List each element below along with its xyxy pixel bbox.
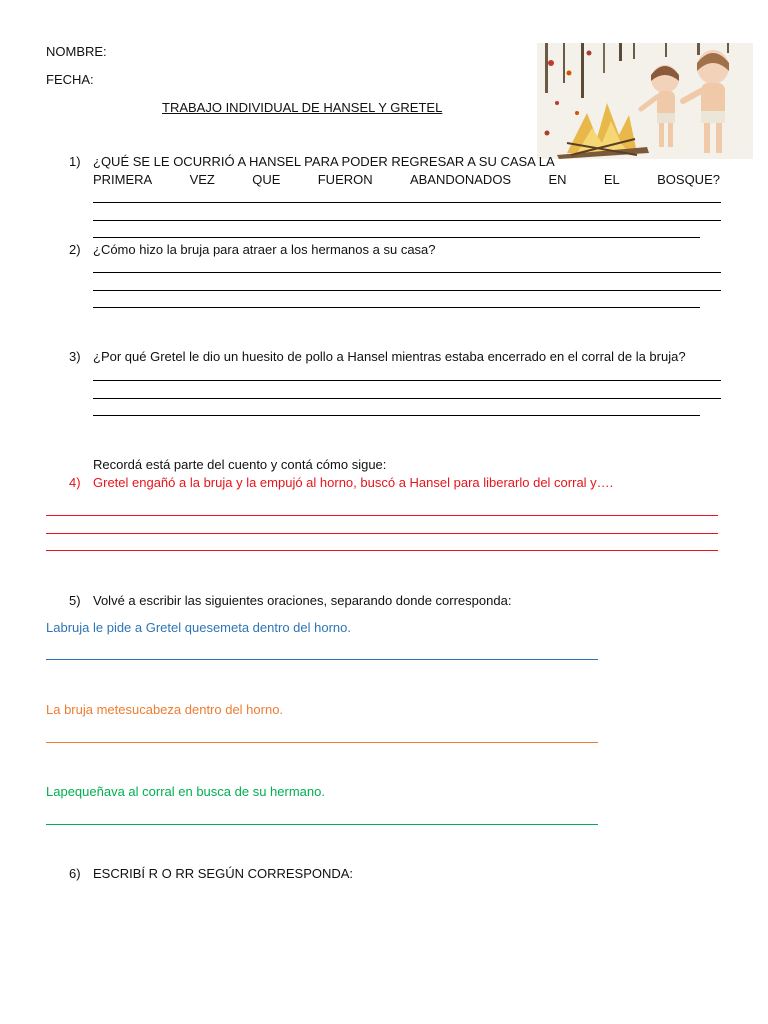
question-4-number: 4)	[69, 475, 81, 490]
answer-line[interactable]	[93, 272, 721, 273]
answer-line[interactable]	[46, 824, 598, 825]
answer-line[interactable]	[46, 533, 718, 534]
question-1-number: 1)	[69, 154, 81, 169]
answer-line[interactable]	[93, 237, 700, 238]
question-5-text: Volvé a escribir las siguientes oraciones, separando donde corresponda:	[93, 593, 512, 608]
answer-line[interactable]	[93, 307, 700, 308]
question-4-intro: Recordá está parte del cuento y contá cómo sigue:	[93, 457, 387, 472]
answer-line[interactable]	[46, 659, 598, 660]
answer-line[interactable]	[46, 742, 598, 743]
answer-line[interactable]	[93, 398, 721, 399]
hansel-gretel-fire-illustration	[537, 43, 753, 159]
question-1-text: ¿QUÉ SE LE OCURRIÓ A HANSEL PARA PODER REGRESAR A SU CASA LA	[93, 154, 555, 169]
question-2-number: 2)	[69, 242, 81, 257]
answer-line[interactable]	[93, 220, 721, 221]
sentence-1: Labruja le pide a Gretel quesemeta dentro del horno.	[46, 620, 351, 635]
question-5-number: 5)	[69, 593, 81, 608]
question-1-word: BOSQUE?	[657, 172, 720, 187]
question-1-word: QUE	[252, 172, 281, 187]
answer-line[interactable]	[93, 290, 721, 291]
answer-line[interactable]	[46, 515, 718, 516]
answer-line[interactable]	[93, 202, 721, 203]
question-6-text: ESCRIBÍ R O RR SEGÚN CORRESPONDA:	[93, 866, 354, 881]
question-1-word: VEZ	[189, 172, 215, 187]
name-label: NOMBRE:	[46, 44, 107, 59]
question-1-word: FUERON	[317, 172, 373, 187]
question-1-line-1	[93, 154, 720, 169]
question-4-text: Gretel engañó a la bruja y la empujó al horno, buscó a Hansel para liberarlo del corral y….	[93, 475, 614, 490]
question-1-word: EN	[548, 172, 567, 187]
question-3-text: ¿Por qué Gretel le dio un huesito de pollo a Hansel mientras estaba encerrado en el corral de la bruja?	[93, 349, 686, 364]
question-6-number: 6)	[69, 866, 81, 881]
answer-line[interactable]	[93, 415, 700, 416]
answer-line[interactable]	[46, 550, 718, 551]
question-1-word: ABANDONADOS	[409, 172, 512, 187]
answer-line[interactable]	[93, 380, 721, 381]
sentence-3: Lapequeñava al corral en busca de su hermano.	[46, 784, 325, 799]
worksheet-title: TRABAJO INDIVIDUAL DE HANSEL Y GRETEL	[162, 100, 443, 115]
question-2-text: ¿Cómo hizo la bruja para atraer a los hermanos a su casa?	[93, 242, 436, 257]
question-1-word: PRIMERA	[93, 172, 153, 187]
question-1-word: EL	[603, 172, 620, 187]
date-label: FECHA:	[46, 72, 94, 87]
question-1-line-2	[93, 172, 720, 187]
sentence-2: La bruja metesucabeza dentro del horno.	[46, 702, 284, 717]
question-3-number: 3)	[69, 349, 81, 364]
